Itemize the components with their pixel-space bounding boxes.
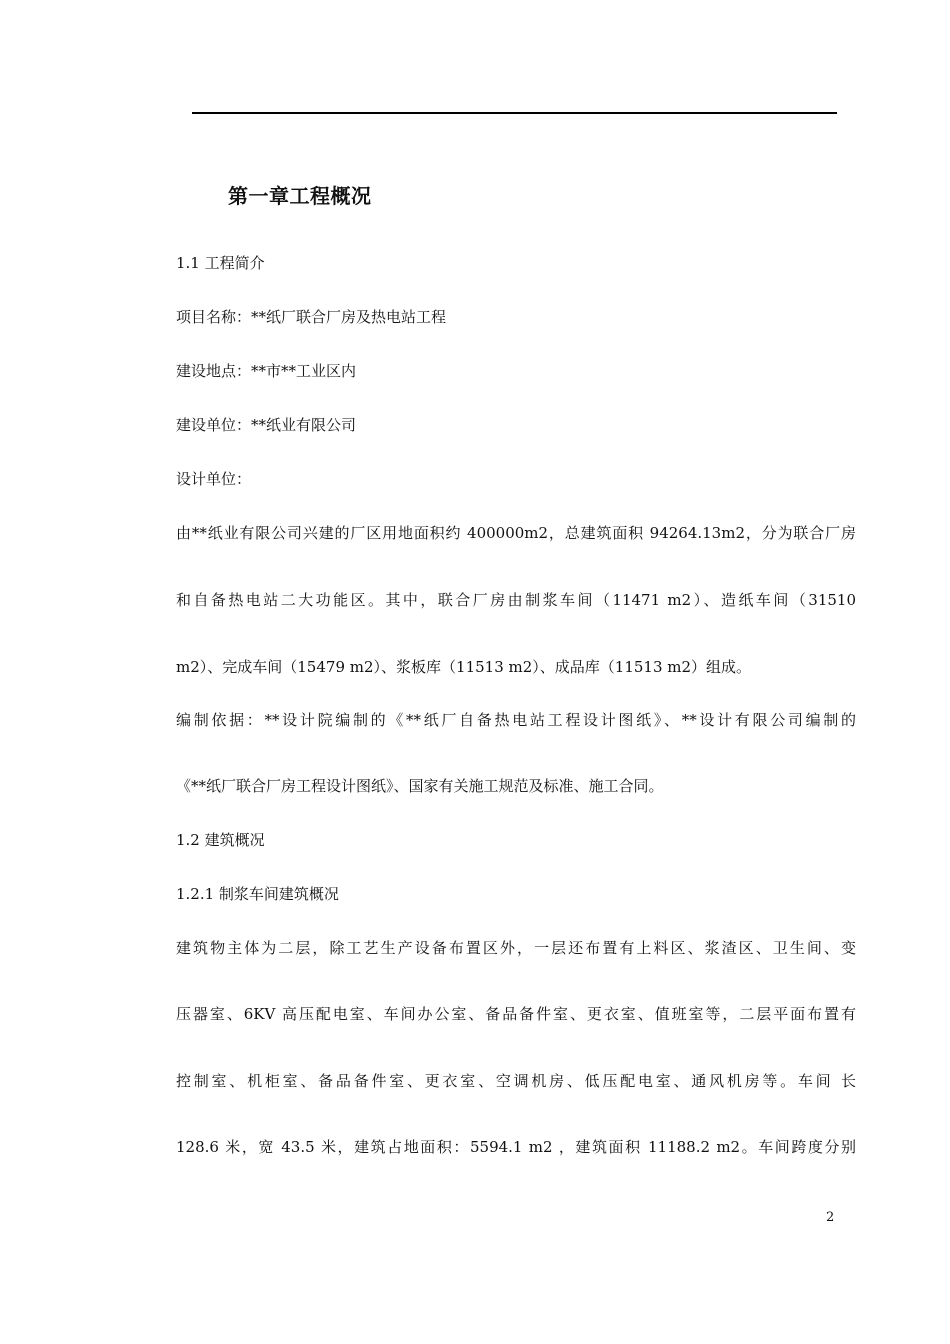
construction-location: 建设地点：**市**工业区内 (176, 362, 357, 380)
header-rule (192, 112, 837, 114)
section-heading-1-2-1: 1.2.1 制浆车间建筑概况 (176, 885, 339, 903)
pulping-line: 控制室、机柜室、备品备件室、更衣室、空调机房、低压配电室、通风机房等。车间 长 (176, 1072, 856, 1090)
pulping-line: 128.6 米，宽 43.5 米，建筑占地面积：5594.1 m2 ，建筑面积 11188.2 m2。车间跨度分别 (176, 1138, 856, 1156)
overview-line: 由**纸业有限公司兴建的厂区用地面积约 400000m2，总建筑面积 94264.13m2，分为联合厂房 (176, 524, 856, 542)
chapter-title: 第一章工程概况 (228, 184, 372, 208)
overview-line: m2）、完成车间（15479 m2）、浆板库（11513 m2）、成品库（11513 m2）组成。 (176, 658, 752, 676)
project-name: 项目名称：**纸厂联合厂房及热电站工程 (176, 308, 447, 326)
pulping-line: 建筑物主体为二层，除工艺生产设备布置区外，一层还布置有上料区、浆渣区、卫生间、变 (176, 939, 856, 957)
construction-owner: 建设单位：**纸业有限公司 (176, 416, 357, 434)
section-heading-1-1: 1.1 工程简介 (176, 254, 265, 272)
section-heading-1-2: 1.2 建筑概况 (176, 831, 265, 849)
page-number: 2 (826, 1210, 835, 1225)
overview-line: 和自备热电站二大功能区。其中，联合厂房由制浆车间（11471 m2）、造纸车间（31510 (176, 591, 856, 609)
pulping-line: 压器室、6KV 高压配电室、车间办公室、备品备件室、更衣室、值班室等，二层平面布置有 (176, 1005, 856, 1023)
basis-line: 编制依据：**设计院编制的《**纸厂自备热电站工程设计图纸》、**设计有限公司编制的 (176, 711, 856, 729)
basis-line: 《**纸厂联合厂房工程设计图纸》、国家有关施工规范及标准、施工合同。 (176, 777, 664, 795)
design-unit: 设计单位： (176, 470, 252, 488)
